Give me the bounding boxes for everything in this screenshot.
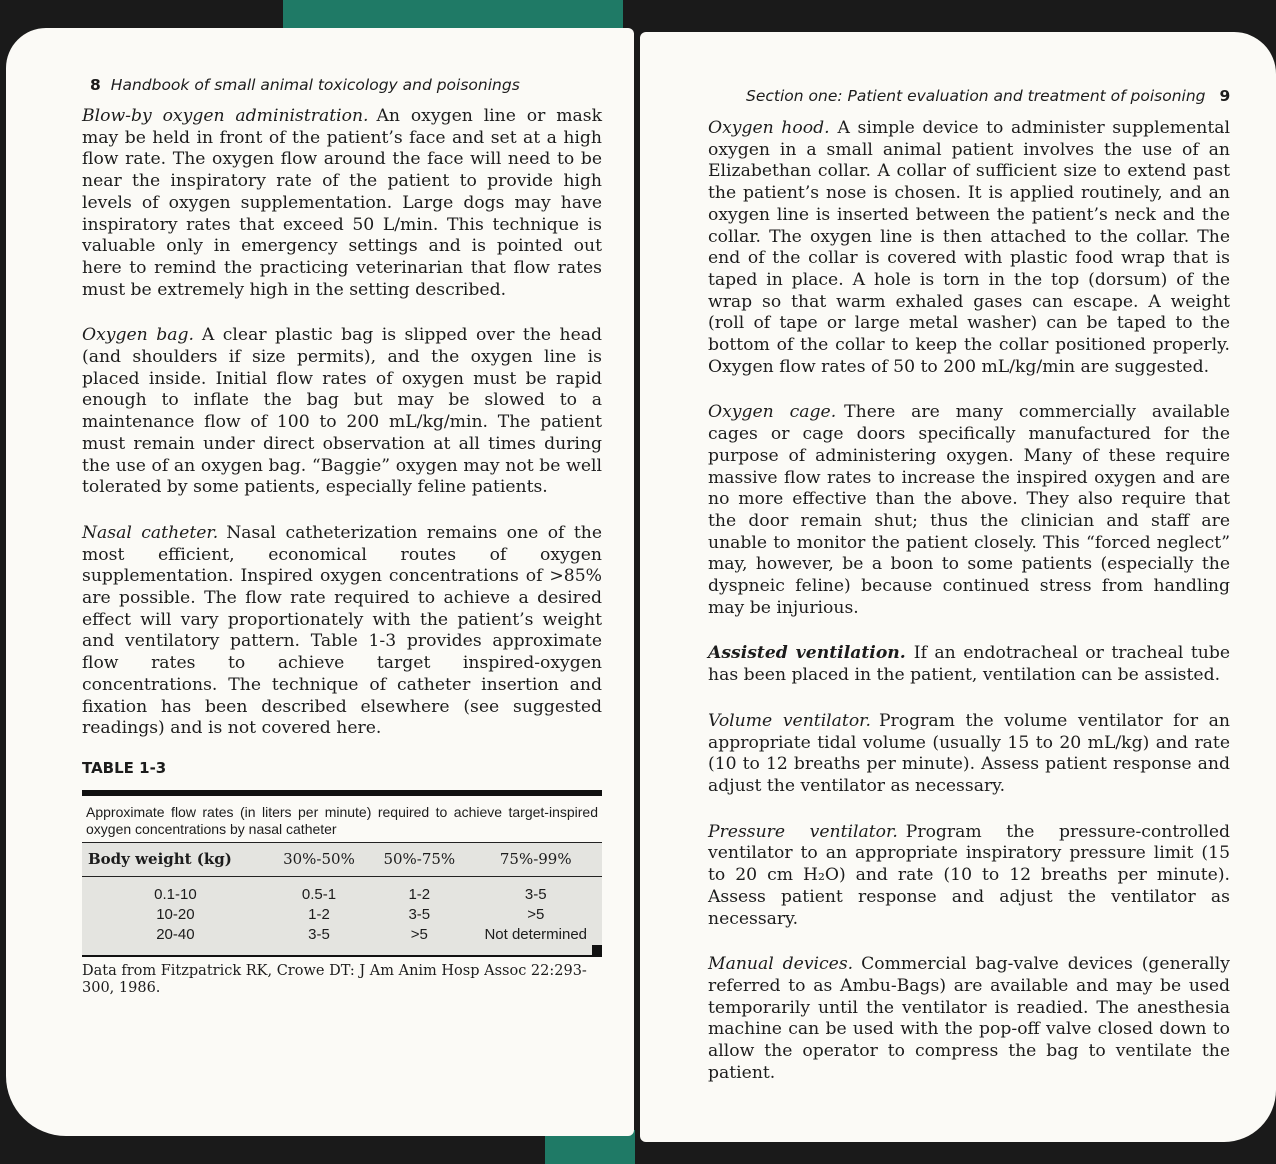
table-header-30-50: 30%-50% <box>269 843 369 877</box>
paragraph-lead: Oxygen cage. <box>708 402 837 423</box>
paragraph-text: Commercial bag-valve devices (generally referred to as Ambu-Bags) are available and may be used temporarily until the ventilator is readied. The anesthesia machine can be used with the pop-off valve closed down to allow the operator to compress the bag to ventilate the patient. <box>708 954 1231 1083</box>
paragraph-volume-ventilator <box>708 711 1230 798</box>
table-cell-50-75 <box>369 877 469 956</box>
table-label: TABLE 1-3 <box>82 758 167 777</box>
table-cell-30-50 <box>269 877 369 956</box>
left-running-title: Handbook of small animal toxicology and poisonings <box>110 76 520 94</box>
left-running-header <box>90 76 520 94</box>
cell-value: >5 <box>527 906 545 924</box>
paragraph-oxygen-hood <box>708 118 1230 378</box>
cell-value: Not determined <box>484 926 588 944</box>
paragraph-lead: Oxygen bag. <box>82 325 194 346</box>
cell-value: 20-40 <box>156 926 195 944</box>
paragraph-oxygen-cage <box>708 402 1230 619</box>
cell-value: >5 <box>410 926 428 944</box>
paragraph-text: An oxygen line or mask may be held in front of the patient’s face and set at a high flow rate. The oxygen flow around the face will need to be near the inspiratory rate of the patient to provide high levels of oxygen supplementation. Large dogs may have inspiratory rates that exceed 50 L/min. This technique is valuable only in emergency settings and is pointed out here to remind the practicing veterinarian that flow rates must be extremely high in the setting described. <box>82 106 602 300</box>
flow-rate-table <box>82 843 602 956</box>
cell-value: 3-5 <box>308 926 330 944</box>
table-cell-body-weight <box>82 877 269 956</box>
paragraph-text: There are many commercially available cages or cage doors specifically manufactured for the purpose of administering oxygen. Many of these require massive flow rates to increase the inspired oxygen and are no more effective than the above. They also require that the door remain shut; thus the clinician and staff are unable to monitor the patient closely. This “forced neglect” may, however, be a boon to some patients (especially the dyspneic feline) because continued stress from handling may be injurious. <box>708 402 1230 618</box>
right-text-column <box>708 118 1230 1108</box>
cell-value: 10-20 <box>156 906 195 924</box>
right-running-title: Section one: Patient evaluation and treatment of poisoning <box>746 87 1206 105</box>
table-header-body-weight: Body weight (kg) <box>82 843 269 877</box>
left-text-column <box>82 106 602 997</box>
paragraph-assisted-ventilation <box>708 643 1230 686</box>
paragraph-nasal-catheter <box>82 523 602 740</box>
cell-value: 1-2 <box>308 906 330 924</box>
paragraph-lead: Assisted ventilation. <box>708 643 906 664</box>
paragraph-lead: Manual devices. <box>708 954 854 975</box>
paragraph-manual-devices <box>708 954 1230 1084</box>
table-header-50-75: 50%-75% <box>369 843 469 877</box>
paragraph-blow-by <box>82 106 602 301</box>
paragraph-text: Program the volume ventilator for an appropriate tidal volume (usually 15 to 20 mL/kg) and rate (10 to 12 breaths per minute). Assess patient response and adjust the ventilator as necessary. <box>708 710 1231 796</box>
table-caption: Approximate flow rates (in liters per minute) required to achieve target-inspired oxygen concentrations by nasal catheter <box>82 802 602 843</box>
left-page-number: 8 <box>90 76 101 94</box>
table-bottom-rule <box>82 955 602 957</box>
paragraph-lead: Nasal catheter. <box>82 522 219 543</box>
right-running-header <box>746 87 1230 105</box>
table-header-75-99: 75%-99% <box>469 843 602 877</box>
cell-value: 1-2 <box>408 886 431 904</box>
right-page <box>640 32 1276 1142</box>
cell-value: 0.5-1 <box>301 886 337 904</box>
cell-value: 3-5 <box>524 886 547 904</box>
paragraph-lead: Blow-by oxygen administration. <box>82 106 369 126</box>
right-page-number: 9 <box>1219 87 1231 105</box>
table-top-rule <box>82 790 602 796</box>
paragraph-oxygen-bag <box>82 325 602 499</box>
paragraph-text: Nasal catheterization remains one of the most efficient, economical routes of oxygen supplementation. Inspired oxygen concentrations of >85% are possible. The flow rate required to achieve a desired effect will vary proportionately with the patient’s weight and ventilatory pattern. Table 1-3 provides approximate flow rates to achieve target inspired-oxygen concentrations. The technique of catheter insertion and fixation has been described elsewhere (see suggested readings) and is not covered here. <box>82 522 603 739</box>
paragraph-lead: Pressure ventilator. <box>708 821 898 842</box>
cell-value: 3-5 <box>408 906 431 924</box>
cell-value: 0.1-10 <box>154 886 197 904</box>
paragraph-lead: Oxygen hood. <box>708 118 830 138</box>
table-row <box>82 877 602 956</box>
paragraph-lead: Volume ventilator. <box>708 710 871 731</box>
paragraph-pressure-ventilator <box>708 822 1230 931</box>
paragraph-text: A clear plastic bag is slipped over the head (and shoulders if size permits), and the oxygen line is placed inside. Initial flow rates of oxygen must be rapid enough to inflate the bag but may be slowed to a maintenance flow of 100 to 200 mL/kg/min. The patient must remain under direct observation at all times during the use of an oxygen bag. “Baggie” oxygen may not be well tolerated by some patients, especially feline patients. <box>82 325 602 498</box>
table-cell-75-99 <box>469 877 602 956</box>
table-source-note: Data from Fitzpatrick RK, Crowe DT: J Am Anim Hosp Assoc 22:293-300, 1986. <box>82 963 587 997</box>
paragraph-text: Program the pressure-controlled ventilator to an appropriate inspiratory pressure limit (15 to 20 cm H₂O) and rate (10 to 12 breaths per minute). Assess patient response and adjust the ventilator as necessary. <box>708 821 1230 929</box>
left-page <box>6 28 634 1136</box>
table-header-row <box>82 843 602 877</box>
paragraph-text: If an endotracheal or tracheal tube has been placed in the patient, ventilation can be assisted. <box>708 643 1230 686</box>
paragraph-text: A simple device to administer supplemental oxygen in a small animal patient involves the use of an Elizabethan collar. A collar of sufficient size to extend past the patient’s nose is chosen. It is applied routinely, and an oxygen line is inserted between the patient’s neck and the collar. The oxygen line is then attached to the collar. The end of the collar is covered with plastic food wrap that is taped in place. A hole is torn in the top (dorsum) of the wrap so that warm exhaled gases can escape. A weight (roll of tape or large metal washer) can be taped to the bottom of the collar to keep the collar positioned properly. Oxygen flow rates of 50 to 200 mL/kg/min are suggested. <box>708 118 1230 377</box>
